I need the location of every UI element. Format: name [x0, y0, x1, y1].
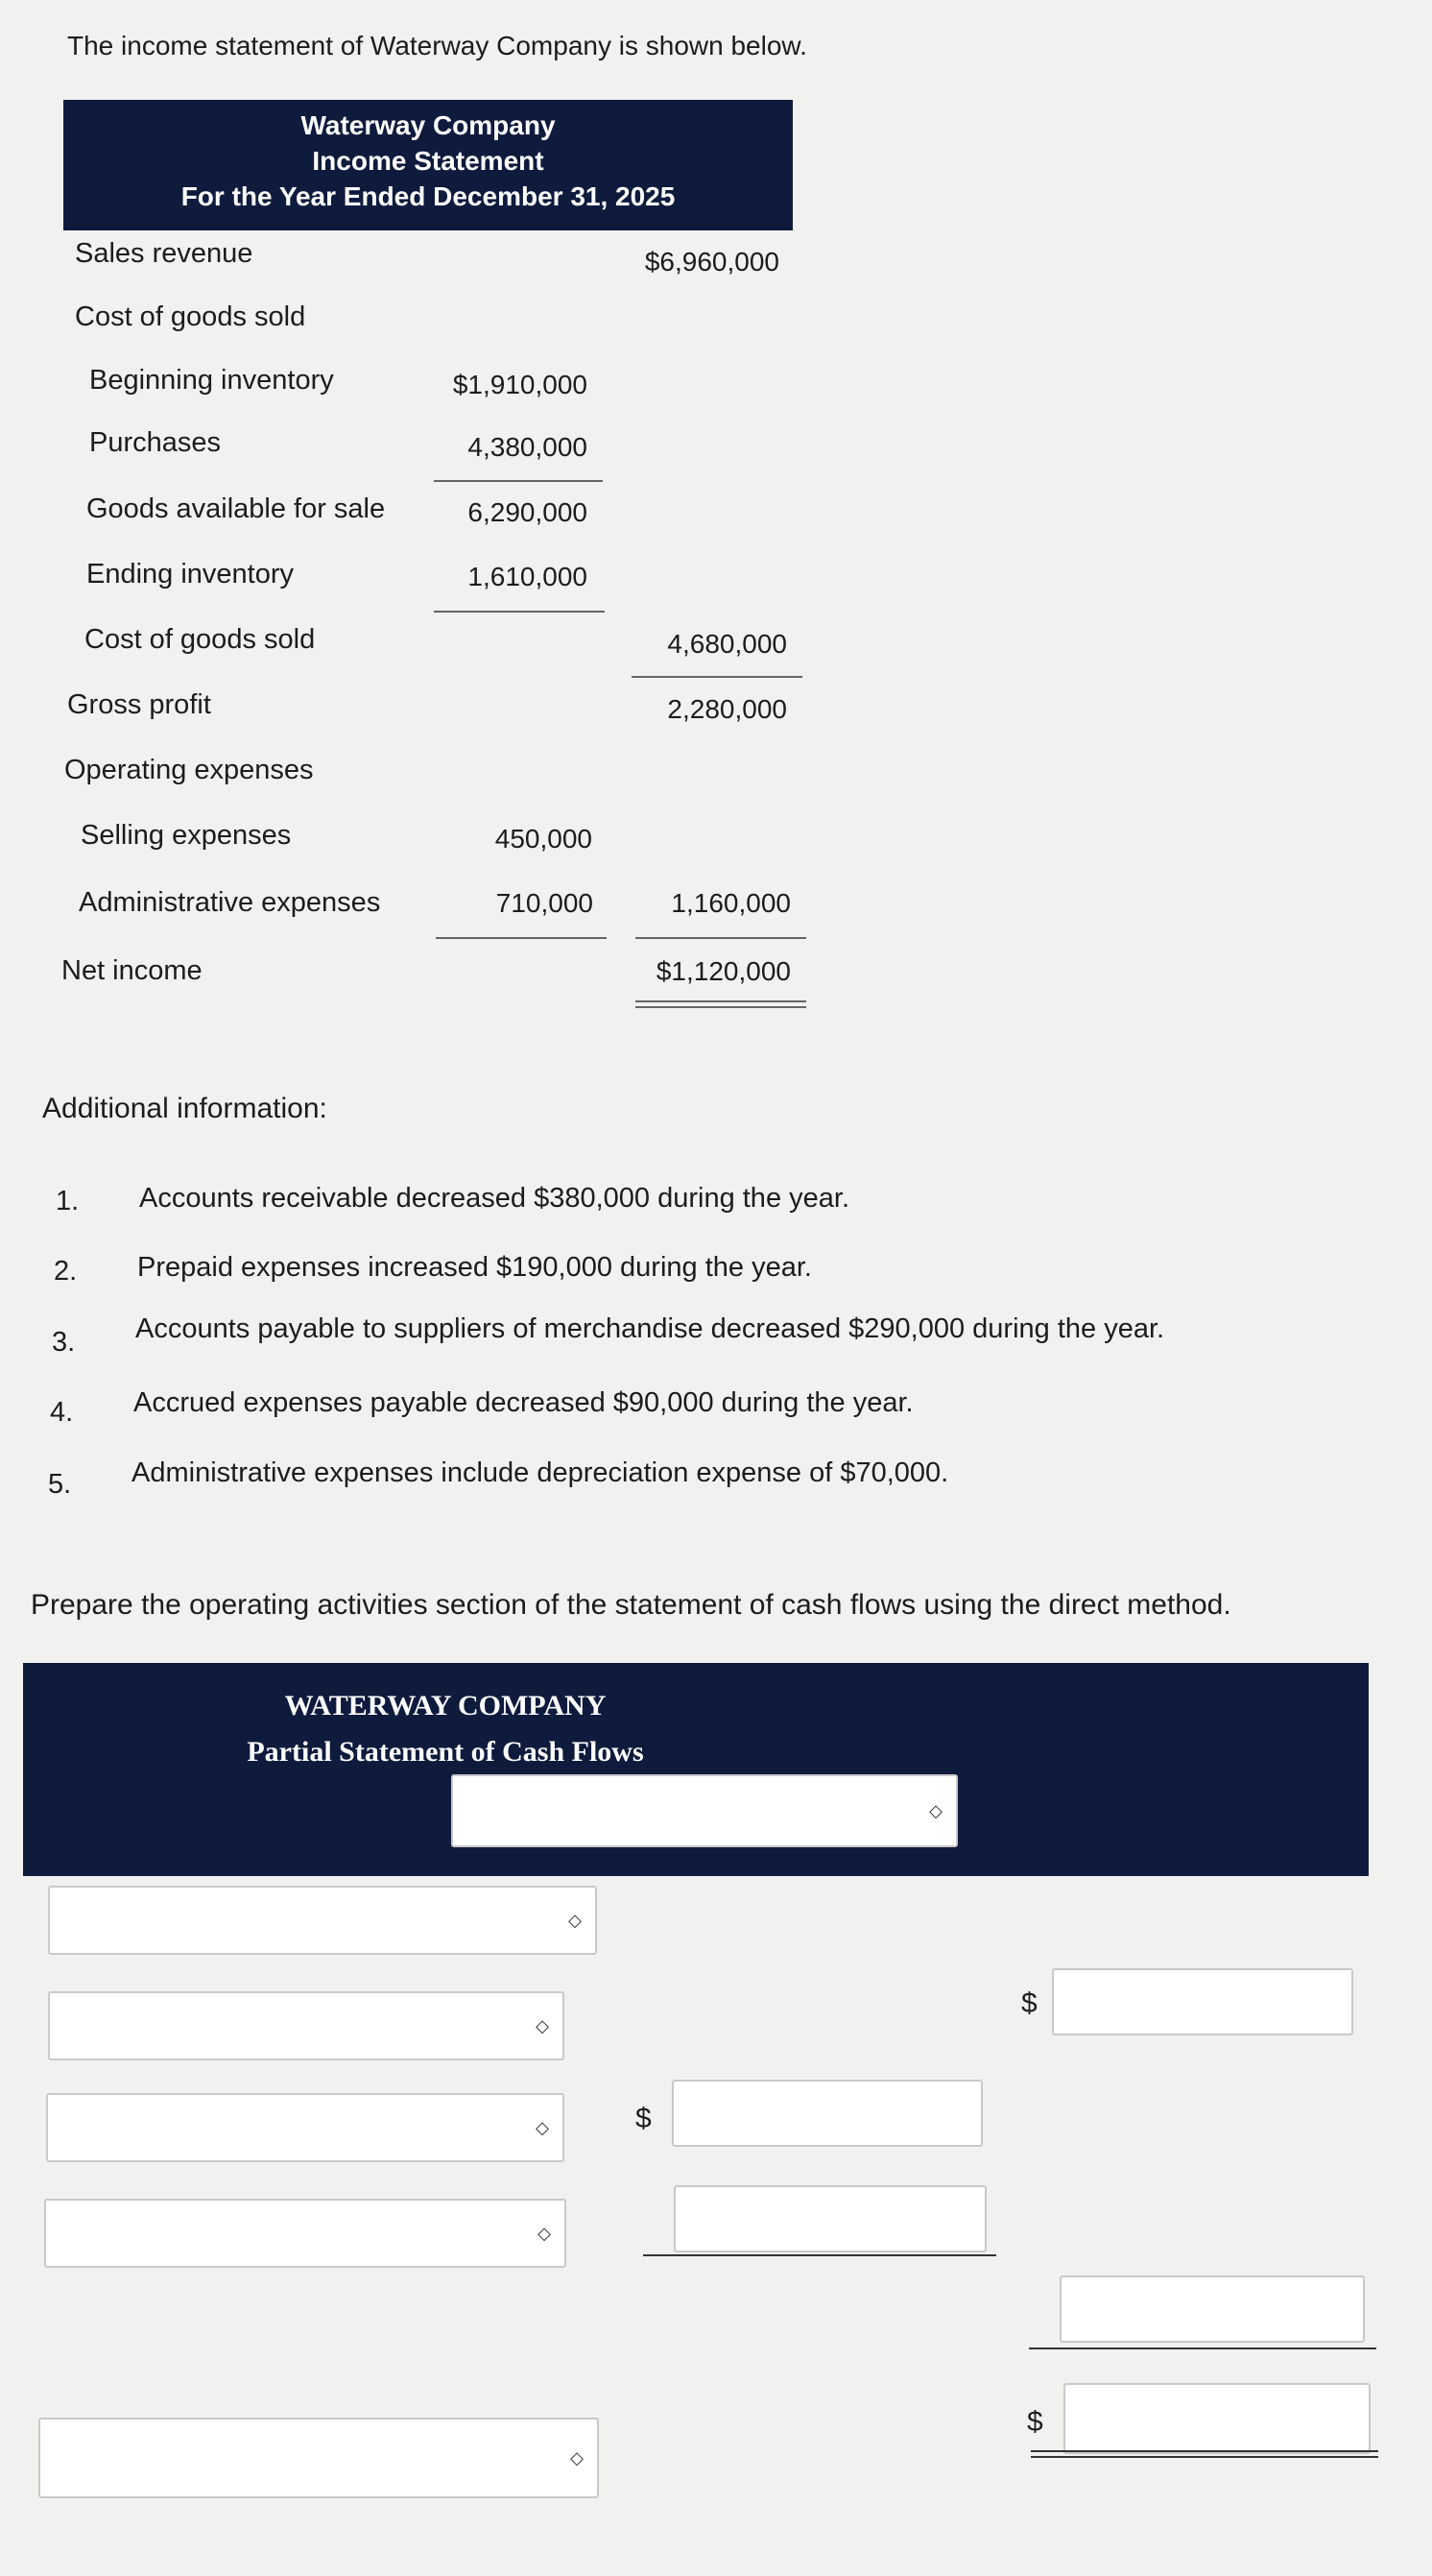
info-item-number: 5.: [48, 1469, 72, 1500]
sales-value: $6,960,000: [644, 247, 779, 277]
selling-expenses-value: 450,000: [494, 824, 592, 854]
amount-input[interactable]: [1060, 2275, 1365, 2343]
currency-symbol: $: [1027, 2406, 1043, 2438]
total-underline: [1029, 2347, 1376, 2349]
administrative-expenses-label: Administrative expenses: [79, 887, 381, 918]
cash-flow-company: WATERWAY COMPANY: [284, 1690, 607, 1721]
operating-expenses-total: 1,160,000: [671, 888, 791, 918]
cogs-value: 4,680,000: [667, 629, 787, 659]
statement-period: For the Year Ended December 31, 2025: [180, 181, 676, 211]
beginning-inventory-value: $1,910,000: [452, 370, 587, 399]
chevron-updown-icon: ◇: [536, 2118, 549, 2137]
info-item-number: 4.: [50, 1397, 74, 1428]
info-item-number: 1.: [56, 1186, 80, 1216]
cogs-label: Cost of goods sold: [84, 624, 316, 655]
amount-input[interactable]: [1052, 1968, 1353, 2035]
line-item-select[interactable]: [46, 2093, 564, 2162]
company-name: Waterway Company: [300, 110, 556, 140]
currency-symbol: $: [635, 2103, 652, 2134]
info-item-text: Accrued expenses payable decreased $90,000 during the year.: [133, 1387, 914, 1418]
purchases-underline: [434, 480, 603, 482]
chevron-updown-icon: ◇: [536, 2016, 549, 2035]
info-item-text: Administrative expenses include depreciation expense of $70,000.: [131, 1457, 949, 1488]
line-item-select[interactable]: [44, 2199, 566, 2268]
final-double-underline-1: [1031, 2450, 1378, 2452]
chevron-updown-icon: ◇: [568, 1911, 582, 1930]
opex-total-underline: [635, 937, 806, 939]
info-item-text: Prepaid expenses increased $190,000 during the year.: [137, 1252, 812, 1283]
amount-input[interactable]: [674, 2185, 987, 2252]
gross-profit-value: 2,280,000: [667, 694, 787, 724]
operating-expenses-header: Operating expenses: [64, 755, 314, 785]
gross-profit-label: Gross profit: [67, 689, 211, 720]
amount-input[interactable]: [1063, 2383, 1371, 2454]
ending-inventory-underline: [434, 611, 605, 613]
line-item-select[interactable]: [38, 2418, 599, 2498]
intro-text: The income statement of Waterway Company is shown below.: [67, 31, 807, 60]
net-income-value: $1,120,000: [656, 956, 791, 986]
info-item-number: 2.: [54, 1256, 78, 1287]
ending-inventory-value: 1,610,000: [467, 562, 587, 591]
net-income-label: Net income: [61, 955, 203, 986]
admin-underline: [436, 937, 607, 939]
cash-flow-title: Partial Statement of Cash Flows: [247, 1736, 644, 1768]
cogs-underline: [632, 676, 802, 678]
purchases-value: 4,380,000: [467, 432, 587, 462]
info-item-number: 3.: [52, 1327, 76, 1358]
gafs-label: Goods available for sale: [86, 494, 386, 524]
purchases-label: Purchases: [89, 427, 222, 458]
income-statement-header: [63, 100, 793, 230]
subtotal-underline: [643, 2254, 996, 2256]
sales-label: Sales revenue: [75, 238, 253, 269]
net-income-double-underline-2: [635, 1006, 806, 1008]
net-income-double-underline-1: [635, 1000, 806, 1002]
gafs-value: 6,290,000: [467, 497, 587, 527]
administrative-expenses-value: 710,000: [495, 888, 593, 918]
info-item-text: Accounts receivable decreased $380,000 during the year.: [139, 1183, 849, 1214]
final-double-underline-2: [1031, 2456, 1378, 2458]
chevron-updown-icon: ◇: [537, 2224, 551, 2243]
chevron-updown-icon: ◇: [570, 2448, 584, 2468]
additional-info-heading: Additional information:: [42, 1093, 327, 1124]
beginning-inventory-label: Beginning inventory: [89, 365, 334, 396]
amount-input[interactable]: [672, 2080, 983, 2147]
instruction-text: Prepare the operating activities section of the statement of cash flows using the direct method.: [31, 1589, 1231, 1621]
selling-expenses-label: Selling expenses: [81, 820, 292, 851]
line-item-select[interactable]: [48, 1991, 564, 2060]
line-item-select[interactable]: [48, 1886, 597, 1955]
currency-symbol: $: [1021, 1987, 1038, 2019]
ending-inventory-label: Ending inventory: [86, 559, 295, 590]
chevron-updown-icon: ◇: [929, 1801, 943, 1820]
info-item-text: Accounts payable to suppliers of merchandise decreased $290,000 during the year.: [135, 1313, 1165, 1344]
statement-title: Income Statement: [312, 146, 544, 176]
period-select[interactable]: [451, 1774, 958, 1847]
cogs-header: Cost of goods sold: [75, 301, 306, 332]
